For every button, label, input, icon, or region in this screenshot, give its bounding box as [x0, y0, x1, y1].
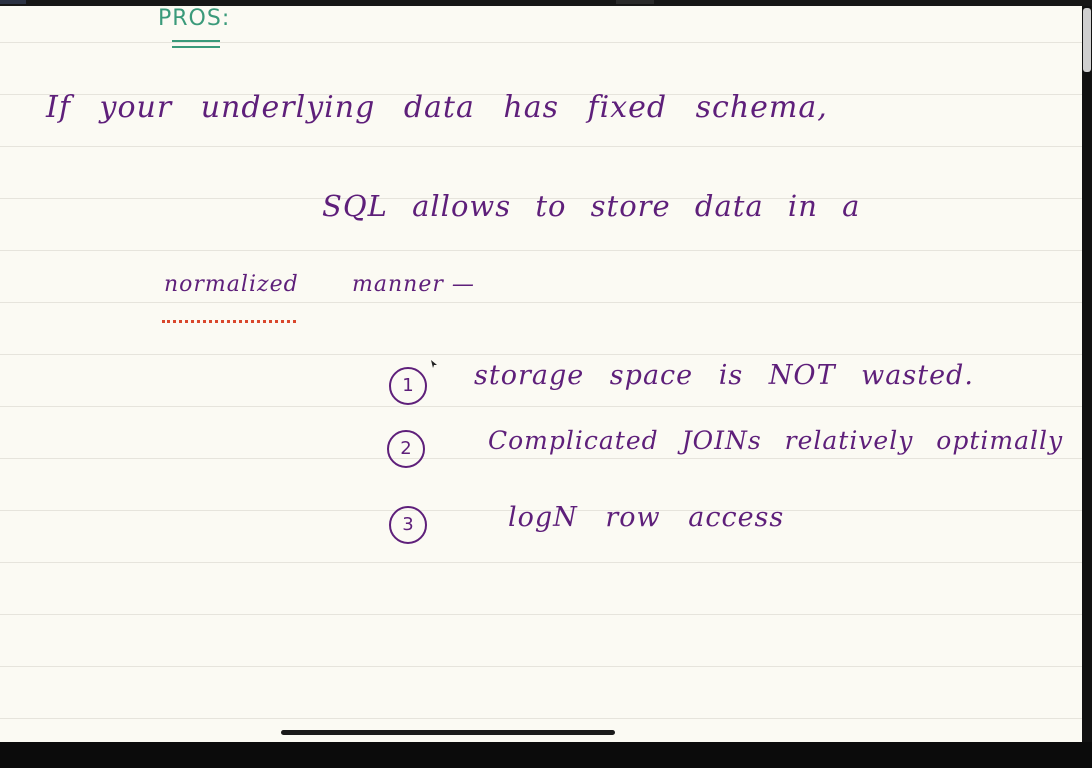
spellcheck-underline [162, 320, 296, 323]
point-3-text: logN row access [508, 502, 785, 533]
circled-number-3: 3 [389, 506, 427, 544]
bottom-bar [0, 742, 1092, 768]
scrollbar-track[interactable] [1082, 6, 1092, 742]
scrollbar-thumb[interactable] [1083, 8, 1091, 72]
notebook-page[interactable] [0, 6, 1082, 742]
pen-cursor-icon [431, 360, 437, 368]
window-tab-indicator [0, 0, 26, 4]
point-2-text: Complicated JOINs relatively optimally [488, 426, 1064, 455]
handwritten-term-normalized: normalized [164, 272, 299, 297]
circled-number-2: 2 [387, 430, 425, 468]
heading-double-underline [172, 40, 220, 48]
point-1-text: storage space is NOT wasted. [474, 360, 974, 391]
handwritten-line-3-rest: manner — [352, 272, 475, 297]
window-tab-indicator [616, 0, 654, 4]
pros-heading: PROS: [158, 6, 231, 31]
handwritten-line-1: If your underlying data has fixed schema, [46, 90, 828, 125]
circled-number-1: 1 [389, 367, 427, 405]
home-indicator[interactable] [281, 730, 615, 735]
handwritten-line-2: SQL allows to store data in a [322, 189, 861, 223]
